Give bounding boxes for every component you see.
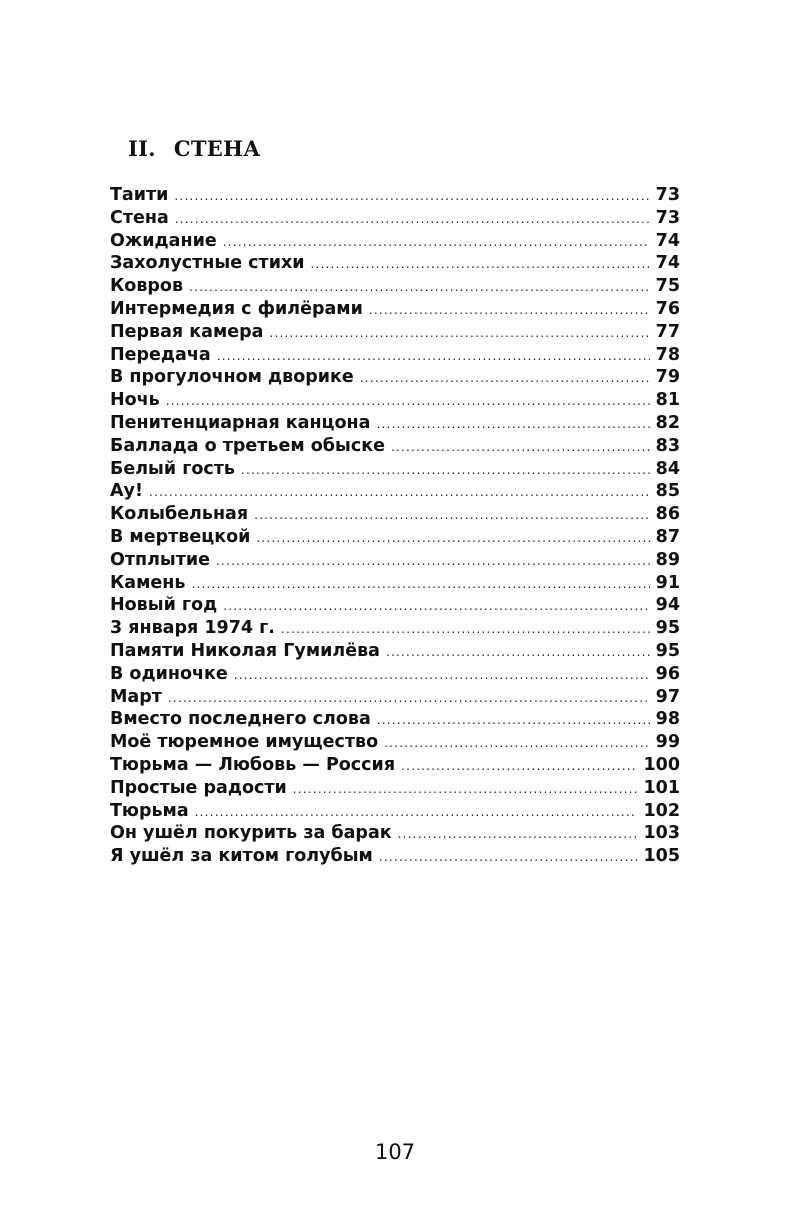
toc-entry-page: 95	[655, 640, 680, 661]
toc-entry	[110, 184, 680, 207]
toc-entry-page: 97	[655, 686, 680, 707]
toc-entry-page: 73	[655, 207, 680, 228]
toc-entry-title: В одиночке	[110, 663, 228, 684]
toc-entry-page: 99	[655, 732, 680, 753]
toc-entry	[110, 230, 680, 253]
toc-entry-title: Таити	[110, 185, 169, 205]
toc-entry-title: Я ушёл за китом голубым	[110, 846, 373, 867]
toc-entry-page: 89	[655, 549, 680, 570]
toc-dot-leader	[398, 823, 638, 846]
toc-dot-leader	[401, 755, 637, 778]
toc-dot-leader	[241, 459, 650, 482]
toc-entry	[110, 572, 680, 595]
toc-entry-title: Камень	[110, 572, 186, 593]
toc-entry	[110, 389, 680, 412]
toc-entry-page: 86	[655, 504, 680, 525]
toc-entry	[110, 321, 680, 344]
toc-entry	[110, 458, 680, 481]
toc-dot-leader	[191, 573, 649, 596]
toc-entry-title: Простые радости	[110, 777, 287, 798]
toc-entry	[110, 594, 680, 617]
toc-entry-page: 94	[655, 595, 680, 616]
toc-dot-leader	[168, 687, 650, 710]
toc-entry-title: Пенитенциарная канцона	[110, 412, 371, 433]
toc-entry-title: Моё тюремное имущество	[110, 732, 379, 753]
toc-entry-page: 100	[643, 754, 680, 775]
toc-entry-page: 91	[655, 572, 680, 593]
toc-entry	[110, 526, 680, 549]
toc-entry-page: 85	[655, 481, 680, 502]
toc-entry	[110, 252, 680, 275]
toc-dot-leader	[369, 299, 650, 322]
toc-dot-leader	[377, 709, 650, 732]
toc-dot-leader	[281, 618, 650, 641]
toc-entry	[110, 344, 680, 367]
toc-entry-title: Первая камера	[110, 321, 264, 342]
toc-entry-page: 82	[655, 412, 680, 433]
toc-entry-page: 76	[655, 298, 680, 319]
toc-entry-title: Стена	[110, 207, 169, 228]
toc-entry	[110, 503, 680, 526]
toc-dot-leader	[391, 436, 650, 459]
toc-dot-leader	[189, 276, 650, 299]
toc-entry	[110, 686, 680, 709]
section-heading	[128, 136, 261, 161]
toc-dot-leader	[269, 322, 649, 345]
toc-entry	[110, 640, 680, 663]
toc-entry	[110, 663, 680, 686]
toc-entry	[110, 777, 680, 800]
toc-entry-title: Захолустные стихи	[110, 253, 305, 274]
toc-dot-leader	[256, 527, 649, 550]
toc-entry-title: Колыбельная	[110, 504, 249, 525]
toc-entry-page: 77	[655, 321, 680, 342]
toc-dot-leader	[386, 641, 650, 664]
toc-entry-title: Памяти Николая Гумилёва	[110, 640, 380, 661]
toc-entry	[110, 754, 680, 777]
toc-dot-leader	[149, 481, 650, 504]
toc-entry-title: Баллада о третьем обыске	[110, 435, 385, 456]
toc-entry-title: Тюрьма — Любовь — Россия	[110, 754, 396, 775]
toc-entry-title: В мертвецкой	[110, 526, 251, 547]
toc-entry-title: Белый гость	[110, 458, 235, 479]
toc-entry-page: 73	[655, 185, 680, 205]
toc-entry-page: 81	[655, 390, 680, 411]
table-of-contents	[110, 184, 680, 868]
toc-entry-title: Новый год	[110, 595, 218, 616]
toc-dot-leader	[311, 253, 650, 276]
toc-entry-page: 84	[655, 458, 680, 479]
toc-entry	[110, 275, 680, 298]
toc-entry	[110, 207, 680, 230]
toc-entry-title: Ковров	[110, 276, 184, 297]
toc-entry-page: 74	[655, 230, 680, 251]
toc-entry-page: 102	[643, 800, 680, 821]
page-number: 107	[374, 1140, 416, 1164]
toc-dot-leader	[175, 208, 650, 231]
toc-entry-page: 87	[655, 526, 680, 547]
toc-entry	[110, 617, 680, 640]
toc-entry-page: 101	[643, 777, 680, 798]
toc-entry	[110, 435, 680, 458]
toc-entry-page: 105	[643, 846, 680, 867]
toc-entry-title: Передача	[110, 344, 211, 365]
toc-dot-leader	[360, 367, 650, 390]
toc-dot-leader	[379, 846, 638, 869]
toc-entry	[110, 800, 680, 823]
toc-dot-leader	[384, 732, 650, 755]
toc-entry	[110, 480, 680, 503]
toc-entry-page: 103	[643, 823, 680, 844]
toc-dot-leader	[216, 550, 650, 573]
toc-dot-leader	[166, 390, 650, 413]
toc-entry	[110, 298, 680, 321]
toc-entry	[110, 822, 680, 845]
toc-entry-title: 3 января 1974 г.	[110, 618, 275, 639]
toc-entry-title: Интермедия с филёрами	[110, 298, 363, 319]
toc-entry-title: Март	[110, 686, 162, 707]
toc-entry-title: Тюрьма	[110, 800, 189, 821]
toc-dot-leader	[254, 504, 650, 527]
toc-entry-title: Ночь	[110, 390, 160, 411]
section-title: СТЕНА	[173, 136, 261, 161]
toc-entry-page: 74	[655, 253, 680, 274]
toc-dot-leader	[195, 801, 638, 824]
section-numeral: II.	[128, 136, 156, 161]
toc-dot-leader	[234, 664, 650, 687]
toc-entry-title: Ожидание	[110, 230, 217, 251]
toc-entry	[110, 549, 680, 572]
toc-entry	[110, 366, 680, 389]
toc-dot-leader	[376, 413, 649, 436]
toc-dot-leader	[293, 778, 638, 801]
toc-entry-title: Вместо последнего слова	[110, 709, 371, 730]
toc-entry-page: 75	[655, 276, 680, 297]
toc-entry	[110, 412, 680, 435]
toc-dot-leader	[223, 595, 649, 618]
toc-entry-title: Ау!	[110, 481, 143, 502]
toc-entry-page: 96	[655, 663, 680, 684]
toc-entry	[110, 845, 680, 868]
toc-entry-title: Отплытие	[110, 549, 211, 570]
toc-dot-leader	[174, 185, 649, 208]
toc-entry-page: 79	[655, 367, 680, 388]
toc-entry-page: 83	[655, 435, 680, 456]
toc-entry-page: 95	[655, 618, 680, 639]
toc-entry	[110, 731, 680, 754]
toc-entry-title: Он ушёл покурить за барак	[110, 823, 392, 844]
toc-entry-page: 98	[655, 709, 680, 730]
toc-dot-leader	[217, 345, 650, 368]
toc-dot-leader	[223, 231, 650, 254]
toc-entry	[110, 708, 680, 731]
toc-entry-page: 78	[655, 344, 680, 365]
toc-entry-title: В прогулочном дворике	[110, 367, 354, 388]
